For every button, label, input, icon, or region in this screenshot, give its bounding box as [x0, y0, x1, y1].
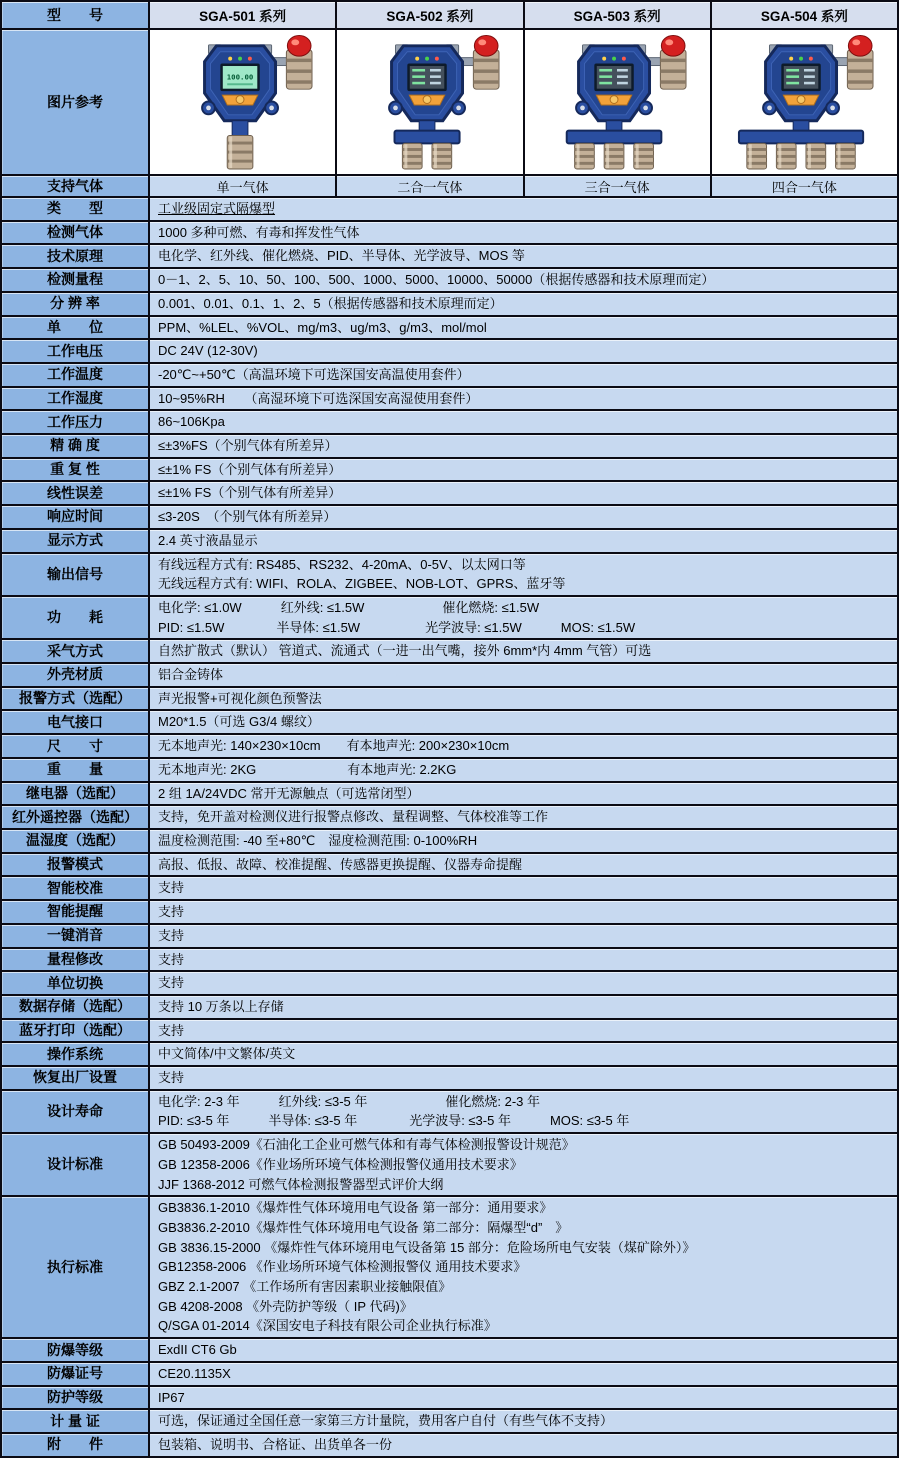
- product-image-row: [2, 28, 897, 174]
- row-value: [150, 1197, 897, 1337]
- spec-row: [2, 1089, 897, 1132]
- row-label: 技术原理: [2, 245, 150, 267]
- spec-value-line: ≤±3%FS（个别气体有所差异）: [158, 438, 338, 454]
- row-value: [150, 435, 897, 457]
- spec-row: [2, 315, 897, 339]
- gas-sensor-head: [575, 143, 595, 169]
- spec-value-line: 支持，免开盖对检测仪进行报警点修改、量程调整、气体校准等工作: [158, 809, 549, 825]
- spec-value-line: 支持: [158, 880, 185, 896]
- led-green-icon: [425, 57, 429, 61]
- spec-value-line: 支持: [158, 1022, 185, 1038]
- row-label: 类 型: [2, 198, 150, 220]
- supported-gas-cells: [150, 176, 897, 196]
- spec-row: [2, 1195, 897, 1337]
- row-value: [150, 1434, 897, 1456]
- spec-value-line: 2 组 1A/24VDC 常开无源触点（可选常闭型）: [158, 785, 420, 801]
- led-green-icon: [238, 57, 242, 61]
- row-value: [150, 364, 897, 386]
- row-value: [150, 340, 897, 362]
- spec-value-line: 工业级固定式隔爆型: [158, 201, 276, 216]
- spec-value-line: 支持: [158, 1070, 185, 1086]
- row-label: 分 辨 率: [2, 293, 150, 315]
- row-value: [150, 1339, 897, 1361]
- row-label: 设计标准: [2, 1134, 150, 1195]
- spec-row: [2, 1132, 897, 1195]
- row-label: 恢复出厂设置: [2, 1067, 150, 1089]
- spec-value-line: 电化学、红外线、催化燃烧、PID、半导体、光学波导、MOS 等: [158, 248, 525, 264]
- spec-row: [2, 828, 897, 852]
- manifold-bar: [394, 131, 459, 144]
- spec-row: [2, 947, 897, 971]
- spec-value-line: ≤±1% FS（个别气体有所差异）: [158, 485, 342, 501]
- row-label: 工作温度: [2, 364, 150, 386]
- spec-value-line: PPM、%LEL、%VOL、mg/m3、ug/m3、g/m3、mol/mol: [158, 319, 487, 335]
- gas-sensor-head: [777, 143, 797, 169]
- spec-value-line: JJF 1368-2012 可燃气体检测报警器型式评价大纲: [158, 1176, 444, 1192]
- row-label: 尺 寸: [2, 735, 150, 757]
- row-label: 外壳材质: [2, 664, 150, 686]
- row-label: 单位切换: [2, 972, 150, 994]
- spec-row: [2, 1385, 897, 1409]
- row-label: 工作压力: [2, 411, 150, 433]
- spec-value-line: 无线远程方式有: WIFI、ROLA、ZIGBEE、NOB-LOT、GPRS、蓝牙等: [158, 576, 566, 592]
- row-value: [150, 530, 897, 552]
- row-label: 精 确 度: [2, 435, 150, 457]
- gas-sensor-head: [227, 136, 253, 170]
- alarm-beacon-icon: [273, 35, 311, 89]
- spec-value-line: 有线远程方式有: RS485、RS232、4-20mA、0-5V、以太网口等: [158, 556, 526, 572]
- row-value: [150, 901, 897, 923]
- row-value: [150, 222, 897, 244]
- row-value: [150, 711, 897, 733]
- spec-row: [2, 528, 897, 552]
- detector-body: [202, 46, 278, 121]
- led-red-icon: [248, 57, 252, 61]
- spec-row: [2, 267, 897, 291]
- row-label: 单 位: [2, 317, 150, 339]
- spec-value-line: GB 50493-2009《石油化工企业可燃气体和有毒气体检测报警设计规范》: [158, 1137, 575, 1153]
- row-label: 功 耗: [2, 597, 150, 638]
- gas-sensor-head: [806, 143, 826, 169]
- row-value: [150, 1134, 897, 1195]
- spec-value-line: 自然扩散式（默认） 管道式、流通式（一进一出气嘴，接外 6mm*内 4mm 气管）可选: [158, 643, 652, 659]
- row-value: [150, 459, 897, 481]
- spec-value-line: 支持: [158, 927, 185, 943]
- led-yellow-icon: [415, 57, 419, 61]
- spec-row: [2, 480, 897, 504]
- spec-value-line: GBZ 2.1-2007 《工作场所有害因素职业接触限值》: [158, 1279, 452, 1295]
- row-value: [150, 597, 897, 638]
- spec-value-line: 2.4 英寸液晶显示: [158, 532, 258, 548]
- led-yellow-icon: [228, 57, 232, 61]
- spec-value-line: GB12358-2006 《作业场所环境气体检测报警仪 通用技术要求》: [158, 1259, 527, 1275]
- spec-row: [2, 875, 897, 899]
- row-value: [150, 1410, 897, 1432]
- row-label: 型 号: [2, 2, 150, 28]
- gas-type: 单一气体: [150, 176, 335, 196]
- spec-row: [2, 196, 897, 220]
- row-value: [150, 925, 897, 947]
- spec-value-line: 10~95%RH （高湿环境下可选深国安高湿使用套件）: [158, 390, 479, 406]
- row-value: [150, 388, 897, 410]
- led-red-icon: [435, 57, 439, 61]
- product-image-cell: [335, 30, 522, 174]
- row-label: 智能校准: [2, 877, 150, 899]
- spec-value-line: 电化学: 2-3 年 红外线: ≤3-5 年 催化燃烧: 2-3 年: [158, 1093, 541, 1109]
- spec-value-line: 中文简体/中文繁体/英文: [158, 1046, 296, 1062]
- spec-row: [2, 1337, 897, 1361]
- spec-value-line: 无本地声光: 2KG 有本地声光: 2.2KG: [158, 761, 457, 777]
- row-label: 电气接口: [2, 711, 150, 733]
- row-value: [150, 854, 897, 876]
- alarm-beacon-icon: [648, 35, 686, 89]
- spec-value-line: 支持: [158, 975, 185, 991]
- led-yellow-icon: [602, 57, 606, 61]
- spec-row: [2, 386, 897, 410]
- spec-value-line: 无本地声光: 140×230×10cm 有本地声光: 200×230×10cm: [158, 738, 510, 754]
- spec-row: [2, 1361, 897, 1385]
- row-label: 执行标准: [2, 1197, 150, 1337]
- spec-row: [2, 220, 897, 244]
- gas-sensor-head: [836, 143, 856, 169]
- row-value: [150, 949, 897, 971]
- row-label: 附 件: [2, 1434, 150, 1456]
- row-value: [150, 640, 897, 662]
- led-yellow-icon: [790, 57, 794, 61]
- spec-value-line: 支持 10 万条以上存储: [158, 998, 284, 1014]
- row-value: [150, 1067, 897, 1089]
- spec-row: [2, 504, 897, 528]
- detector-body: [576, 46, 652, 121]
- spec-value-line: PID: ≤3-5 年 半导体: ≤3-5 年 光学波导: ≤3-5 年 MOS: ≤3-5 年: [158, 1113, 630, 1129]
- row-label: 报警方式（选配）: [2, 688, 150, 710]
- spec-row: [2, 1432, 897, 1456]
- row-label: 防护等级: [2, 1387, 150, 1409]
- spec-value-line: ≤±1% FS（个别气体有所差异）: [158, 461, 342, 477]
- gas-type: 四合一气体: [710, 176, 897, 196]
- spec-row: [2, 243, 897, 267]
- spec-row: [2, 457, 897, 481]
- gas-type: 三合一气体: [523, 176, 710, 196]
- row-value: [150, 554, 897, 595]
- spec-value-line: 0－1、2、5、10、50、100、500、1000、5000、10000、50000（根据传感器和技术原理而定）: [158, 272, 715, 288]
- spec-value-line: ≤3-20S （个别气体有所差异）: [158, 509, 337, 525]
- alarm-beacon-icon: [460, 35, 498, 89]
- row-label: 采气方式: [2, 640, 150, 662]
- row-label: 智能提醒: [2, 901, 150, 923]
- spec-value-line: 包装箱、说明书、合格证、出货单各一份: [158, 1436, 393, 1452]
- row-label: 一键消音: [2, 925, 150, 947]
- product-image-cell: [150, 30, 335, 174]
- detector-body: [763, 46, 839, 121]
- row-value: [150, 735, 897, 757]
- spec-row: [2, 338, 897, 362]
- model-header: SGA-503 系列: [523, 2, 710, 28]
- manifold-bar: [567, 131, 662, 144]
- spec-row: [2, 852, 897, 876]
- row-label: 温湿度（选配）: [2, 830, 150, 852]
- spec-row: [2, 409, 897, 433]
- spec-value-line: GB3836.2-2010《爆炸性气体环境用电气设备 第二部分：隔爆型“d” 》: [158, 1219, 569, 1235]
- row-value: [150, 877, 897, 899]
- row-value: [150, 506, 897, 528]
- detector-illustration: [153, 32, 333, 172]
- row-label: 线性误差: [2, 482, 150, 504]
- row-label: 防爆证号: [2, 1363, 150, 1385]
- row-label: 继电器（选配）: [2, 783, 150, 805]
- gas-type: 二合一气体: [335, 176, 522, 196]
- spec-row: [2, 595, 897, 638]
- row-value: [150, 783, 897, 805]
- row-value: [150, 1043, 897, 1065]
- spec-row: [2, 804, 897, 828]
- row-label: 防爆等级: [2, 1339, 150, 1361]
- row-label: 响应时间: [2, 506, 150, 528]
- spec-value-line: Q/SGA 01-2014《深国安电子科技有限公司企业执行标准》: [158, 1318, 497, 1334]
- row-value: [150, 806, 897, 828]
- gas-sensor-head: [747, 143, 767, 169]
- manifold-bar: [739, 131, 863, 144]
- row-label: 报警模式: [2, 854, 150, 876]
- row-value: [150, 245, 897, 267]
- spec-value-line: DC 24V (12-30V): [158, 343, 258, 359]
- row-label: 红外遥控器（选配）: [2, 806, 150, 828]
- model-header-cells: [150, 2, 897, 28]
- spec-row: [2, 1018, 897, 1042]
- spec-value-line: 可选，保证通过全国任意一家第三方计量院，费用客户自付（有些气体不支持）: [158, 1413, 614, 1429]
- gas-sensor-head: [634, 143, 654, 169]
- row-value: [150, 269, 897, 291]
- gas-sensor-head: [604, 143, 624, 169]
- led-red-icon: [809, 57, 813, 61]
- alarm-beacon-icon: [835, 35, 873, 89]
- detector-illustration: [714, 32, 894, 172]
- model-header: SGA-502 系列: [335, 2, 522, 28]
- spec-row: [2, 433, 897, 457]
- row-value: [150, 293, 897, 315]
- spec-value-line: 0.001、0.01、0.1、1、2、5（根据传感器和技术原理而定）: [158, 295, 503, 311]
- spec-value-line: GB 3836.15-2000 《爆炸性气体环境用电气设备第 15 部分：危险场所电气安装（煤矿除外）》: [158, 1239, 696, 1255]
- spec-row: [2, 709, 897, 733]
- row-label: 蓝牙打印（选配）: [2, 1020, 150, 1042]
- row-label: 操作系统: [2, 1043, 150, 1065]
- row-label: 量程修改: [2, 949, 150, 971]
- spec-value-line: GB 4208-2008 《外壳防护等级（ IP 代码)》: [158, 1298, 413, 1314]
- row-label: 重 量: [2, 759, 150, 781]
- row-label: 检测气体: [2, 222, 150, 244]
- spec-row: [2, 923, 897, 947]
- row-label: 数据存储（选配）: [2, 996, 150, 1018]
- model-header: SGA-501 系列: [150, 2, 335, 28]
- spec-value-line: M20*1.5（可选 G3/4 螺纹）: [158, 714, 320, 730]
- led-green-icon: [612, 57, 616, 61]
- spec-row: [2, 686, 897, 710]
- spec-value-line: 1000 多种可燃、有毒和挥发性气体: [158, 224, 360, 240]
- product-image-cells: [150, 30, 897, 174]
- row-value: [150, 664, 897, 686]
- row-label: 输出信号: [2, 554, 150, 595]
- row-value: [150, 1363, 897, 1385]
- led-red-icon: [622, 57, 626, 61]
- row-label: 重 复 性: [2, 459, 150, 481]
- row-value: [150, 688, 897, 710]
- detector-illustration: [527, 32, 707, 172]
- spec-row: [2, 970, 897, 994]
- spec-value-line: PID: ≤1.5W 半导体: ≤1.5W 光学波导: ≤1.5W MOS: ≤1.5W: [158, 619, 636, 635]
- spec-row: [2, 291, 897, 315]
- led-green-icon: [799, 57, 803, 61]
- spec-row: [2, 899, 897, 923]
- row-label: 显示方式: [2, 530, 150, 552]
- screen-reading: 100.00: [226, 72, 253, 82]
- spec-row: [2, 733, 897, 757]
- row-value: [150, 1091, 897, 1132]
- row-value: [150, 1020, 897, 1042]
- gas-sensor-head: [402, 143, 422, 169]
- spec-value-line: ExdII CT6 Gb: [158, 1342, 237, 1358]
- spec-value-line: 支持: [158, 904, 185, 920]
- spec-value-line: 温度检测范围: -40 至+80℃ 湿度检测范围: 0-100%RH: [158, 832, 478, 848]
- row-value: [150, 482, 897, 504]
- row-label: 工作湿度: [2, 388, 150, 410]
- row-label: 检测量程: [2, 269, 150, 291]
- spec-value-line: -20℃~+50℃（高温环境下可选深国安高温使用套件）: [158, 366, 470, 382]
- row-label: 计 量 证: [2, 1410, 150, 1432]
- row-value: [150, 759, 897, 781]
- spec-row: [2, 994, 897, 1018]
- spec-row: [2, 1041, 897, 1065]
- row-value: [150, 830, 897, 852]
- row-value: [150, 198, 897, 220]
- detector-illustration: [340, 32, 520, 172]
- spec-row: [2, 638, 897, 662]
- spec-value-line: GB 12358-2006《作业场所环境气体检测报警仪通用技术要求》: [158, 1156, 523, 1172]
- row-value: [150, 411, 897, 433]
- spec-value-line: GB3836.1-2010《爆炸性气体环境用电气设备 第一部分：通用要求》: [158, 1200, 553, 1216]
- spec-row: [2, 1408, 897, 1432]
- spec-row: [2, 552, 897, 595]
- detector-body: [389, 46, 465, 121]
- spec-row: [2, 1065, 897, 1089]
- row-value: [150, 972, 897, 994]
- spec-value-line: CE20.1135X: [158, 1365, 231, 1381]
- row-label: 工作电压: [2, 340, 150, 362]
- spec-row: [2, 757, 897, 781]
- spec-value-line: 电化学: ≤1.0W 红外线: ≤1.5W 催化燃烧: ≤1.5W: [158, 599, 540, 615]
- spec-value-line: 铝合金铸体: [158, 667, 224, 683]
- row-value: [150, 996, 897, 1018]
- supported-gas-row: [2, 174, 897, 196]
- spec-row: [2, 662, 897, 686]
- spec-value-line: 支持: [158, 951, 185, 967]
- model-header-row: [2, 2, 897, 28]
- row-label: 设计寿命: [2, 1091, 150, 1132]
- gas-sensor-head: [432, 143, 452, 169]
- spec-value-line: 86~106Kpa: [158, 414, 225, 430]
- row-value: [150, 317, 897, 339]
- product-image-cell: [710, 30, 897, 174]
- spec-value-line: 高报、低报、故障、校准提醒、传感器更换提醒、仪器寿命提醒: [158, 856, 523, 872]
- row-label: 图片参考: [2, 30, 150, 174]
- spec-value-line: IP67: [158, 1389, 185, 1405]
- spec-row: [2, 781, 897, 805]
- row-label: 支持气体: [2, 176, 150, 196]
- row-value: [150, 1387, 897, 1409]
- model-header: SGA-504 系列: [710, 2, 897, 28]
- spec-value-line: 声光报警+可视化颜色预警法: [158, 690, 322, 706]
- product-image-cell: [523, 30, 710, 174]
- spec-row: [2, 362, 897, 386]
